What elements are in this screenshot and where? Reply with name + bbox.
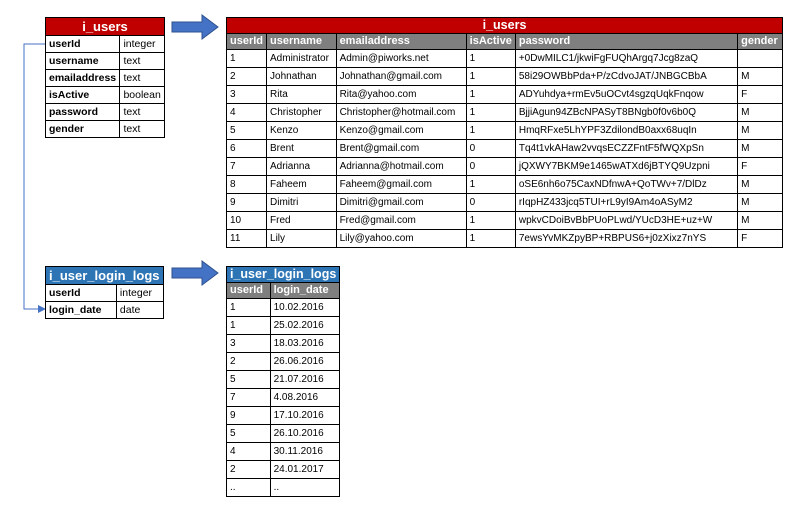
table-cell: Adrianna@hotmail.com [336, 158, 466, 176]
table-cell: 5 [227, 425, 271, 443]
table-cell: 0 [466, 140, 515, 158]
column-header: userId [227, 34, 267, 50]
table-cell: Admin@piworks.net [336, 50, 466, 68]
table-cell: 1 [227, 50, 267, 68]
table-cell: Kenzo@gmail.com [336, 122, 466, 140]
table-cell: Faheem@gmail.com [336, 176, 466, 194]
table-cell: 2 [227, 353, 271, 371]
table-row [227, 140, 783, 158]
table-row [227, 461, 340, 479]
table-cell: 1 [466, 86, 515, 104]
table-row [227, 389, 340, 407]
table-cell: 2 [227, 68, 267, 86]
field-type: date [116, 302, 163, 319]
field-type: integer [120, 36, 165, 53]
table-row [227, 479, 340, 497]
table-row [227, 158, 783, 176]
table-cell: 4 [227, 443, 271, 461]
table-row [227, 86, 783, 104]
table-cell: 7 [227, 158, 267, 176]
table-row [227, 371, 340, 389]
schema-field-row [46, 302, 164, 319]
table-cell: 8 [227, 176, 267, 194]
table-cell: jQXWY7BKM9e1465wATXd6jBTYQ9Uzpni [515, 158, 737, 176]
field-type: integer [116, 285, 163, 302]
table-row [227, 194, 783, 212]
table-cell: 0 [466, 158, 515, 176]
table-cell: 1 [466, 68, 515, 86]
schema-field-row [46, 70, 165, 87]
table-cell: F [738, 230, 783, 248]
table-row [227, 317, 340, 335]
field-type: text [120, 70, 165, 87]
table-cell: 11 [227, 230, 267, 248]
table-cell: 2 [227, 461, 271, 479]
table-cell: M [738, 68, 783, 86]
users-schema-title: i_users [46, 18, 165, 36]
table-row [227, 443, 340, 461]
users-table-title: i_users [227, 18, 783, 34]
logs-schema-box [45, 266, 164, 319]
schema-field-row [46, 104, 165, 121]
table-row [227, 68, 783, 86]
column-header: username [267, 34, 337, 50]
table-row [227, 299, 340, 317]
table-cell: Fred [267, 212, 337, 230]
table-cell: F [738, 86, 783, 104]
table-cell: Adrianna [267, 158, 337, 176]
table-cell: Christopher@hotmail.com [336, 104, 466, 122]
logs-block-arrow [172, 261, 218, 285]
table-cell: 25.02.2016 [270, 317, 340, 335]
table-cell: +0DwMILC1/jkwiFgFUQhArgq7Jcg8zaQ [515, 50, 737, 68]
table-cell: HmqRFxe5LhYPF3ZdilondB0axx68uqIn [515, 122, 737, 140]
column-header: password [515, 34, 737, 50]
table-cell: Kenzo [267, 122, 337, 140]
table-cell: wpkvCDoiBvBbPUoPLwd/YUcD3HE+uz+W [515, 212, 737, 230]
table-cell: Brent@gmail.com [336, 140, 466, 158]
table-cell: Lily@yahoo.com [336, 230, 466, 248]
table-cell: 1 [466, 50, 515, 68]
schema-field-row [46, 87, 165, 104]
table-cell: Faheem [267, 176, 337, 194]
table-cell: .. [227, 479, 271, 497]
field-name: login_date [46, 302, 117, 319]
field-name: emailaddress [46, 70, 120, 87]
table-cell: oSE6nh6o75CaxNDfnwA+QoTWv+7/DlDz [515, 176, 737, 194]
field-name: password [46, 104, 120, 121]
table-cell: Dimitri@gmail.com [336, 194, 466, 212]
table-cell: 3 [227, 86, 267, 104]
table-cell: M [738, 176, 783, 194]
table-cell: M [738, 122, 783, 140]
table-cell: Rita@yahoo.com [336, 86, 466, 104]
table-row [227, 425, 340, 443]
table-cell: 21.07.2016 [270, 371, 340, 389]
schema-field-row [46, 53, 165, 70]
table-cell: Johnathan@gmail.com [336, 68, 466, 86]
table-cell: ADYuhdya+rmEv5uOCvt4sgzqUqkFnqow [515, 86, 737, 104]
field-type: text [120, 121, 165, 138]
schema-field-row [46, 285, 164, 302]
table-cell: M [738, 104, 783, 122]
table-cell: 6 [227, 140, 267, 158]
field-name: isActive [46, 87, 120, 104]
column-header: emailaddress [336, 34, 466, 50]
users-schema-box [45, 17, 165, 138]
table-row [227, 50, 783, 68]
column-header: gender [738, 34, 783, 50]
table-cell: 5 [227, 371, 271, 389]
table-cell: Administrator [267, 50, 337, 68]
logs-data-table [226, 266, 340, 497]
table-cell [738, 50, 783, 68]
table-cell: 7ewsYvMKZpyBP+RBPUS6+j0zXixz7nYS [515, 230, 737, 248]
table-cell: 0 [466, 194, 515, 212]
table-cell: 10 [227, 212, 267, 230]
table-cell: BjjiAgun94ZBcNPASyT8BNgb0f0v6b0Q [515, 104, 737, 122]
table-cell: Lily [267, 230, 337, 248]
schema-field-row [46, 36, 165, 53]
table-cell: 1 [466, 122, 515, 140]
logs-schema-title: i_user_login_logs [46, 267, 164, 285]
table-cell: .. [270, 479, 340, 497]
table-cell: 1 [466, 176, 515, 194]
table-row [227, 104, 783, 122]
table-cell: 10.02.2016 [270, 299, 340, 317]
users-block-arrow [172, 15, 218, 39]
table-cell: Johnathan [267, 68, 337, 86]
field-type: boolean [120, 87, 165, 104]
field-type: text [120, 104, 165, 121]
table-cell: 9 [227, 407, 271, 425]
table-cell: Rita [267, 86, 337, 104]
table-cell: Dimitri [267, 194, 337, 212]
table-cell: 17.10.2016 [270, 407, 340, 425]
table-row [227, 335, 340, 353]
column-header: isActive [466, 34, 515, 50]
table-row [227, 407, 340, 425]
table-cell: 1 [466, 212, 515, 230]
table-cell: 1 [227, 299, 271, 317]
table-cell: 58i29OWBbPda+P/zCdvoJAT/JNBGCBbA [515, 68, 737, 86]
field-name: username [46, 53, 120, 70]
table-cell: F [738, 158, 783, 176]
table-cell: Brent [267, 140, 337, 158]
table-cell: 9 [227, 194, 267, 212]
table-cell: 26.06.2016 [270, 353, 340, 371]
table-cell: 30.11.2016 [270, 443, 340, 461]
table-cell: 4.08.2016 [270, 389, 340, 407]
field-name: userId [46, 285, 117, 302]
table-cell: 26.10.2016 [270, 425, 340, 443]
table-row [227, 212, 783, 230]
column-header-row [227, 34, 783, 50]
table-cell: M [738, 212, 783, 230]
table-row [227, 353, 340, 371]
table-cell: M [738, 140, 783, 158]
field-name: gender [46, 121, 120, 138]
table-cell: Christopher [267, 104, 337, 122]
table-cell: 4 [227, 104, 267, 122]
schema-field-row [46, 121, 165, 138]
field-type: text [120, 53, 165, 70]
column-header: login_date [270, 283, 340, 299]
table-row [227, 176, 783, 194]
table-cell: rIqpHZ433jcq5TUI+rL9yI9Am4oASyM2 [515, 194, 737, 212]
table-cell: 1 [466, 230, 515, 248]
table-cell: M [738, 194, 783, 212]
users-data-table [226, 17, 783, 248]
table-cell: 5 [227, 122, 267, 140]
table-cell: Tq4t1vkAHaw2vvqsECZZFntF5fWQXpSn [515, 140, 737, 158]
table-cell: 3 [227, 335, 271, 353]
column-header: userId [227, 283, 271, 299]
table-cell: Fred@gmail.com [336, 212, 466, 230]
column-header-row [227, 283, 340, 299]
table-cell: 18.03.2016 [270, 335, 340, 353]
table-row [227, 230, 783, 248]
logs-table-title: i_user_login_logs [227, 267, 340, 283]
table-row [227, 122, 783, 140]
table-cell: 7 [227, 389, 271, 407]
table-cell: 24.01.2017 [270, 461, 340, 479]
table-cell: 1 [227, 317, 271, 335]
table-cell: 1 [466, 104, 515, 122]
relationship-connector [24, 44, 45, 309]
field-name: userId [46, 36, 120, 53]
